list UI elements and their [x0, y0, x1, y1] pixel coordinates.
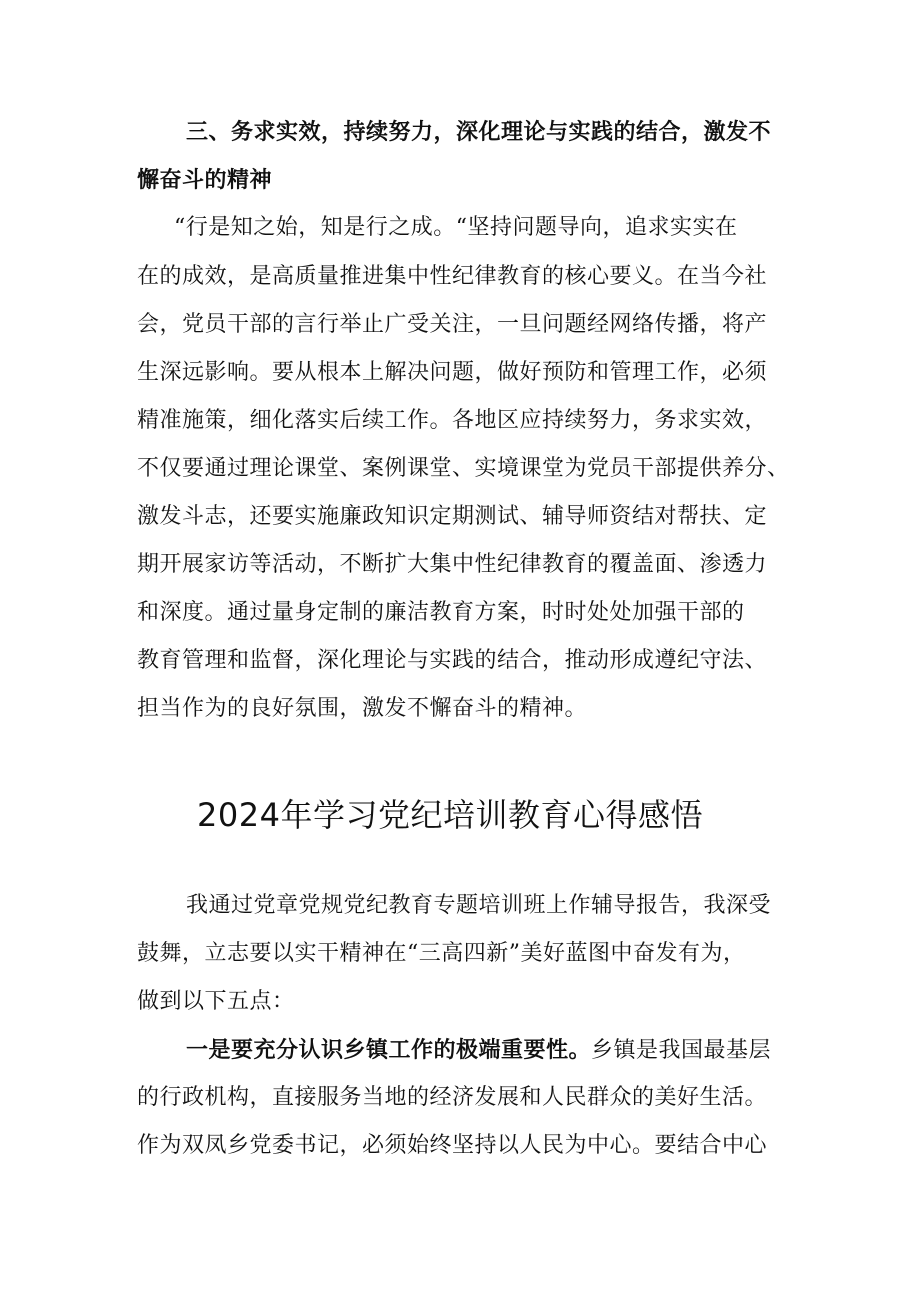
paragraph-line: 会，党员干部的言行举止广受关注，一旦问题经网络传播，将产 — [137, 312, 768, 337]
paragraph-line: 教育管理和监督，深化理论与实践的结合，推动形成遵纪守法、 — [137, 648, 768, 673]
section-heading-line-2: 懈奋斗的精神 — [137, 167, 273, 193]
paragraph-line: 激发斗志，还要实施廉政知识定期测试、辅导师资结对帮扶、定 — [137, 504, 768, 529]
intro-line: 做到以下五点： — [137, 989, 295, 1014]
paragraph-line: “行是知之始，知是行之成。“坚持问题导向，追求实实在 — [174, 215, 738, 240]
paragraph-line: 生深远影响。要从根本上解决问题，做好预防和管理工作，必须 — [137, 360, 768, 385]
paragraph-line: 在的成效，是高质量推进集中性纪律教育的核心要义。在当今社 — [137, 264, 768, 289]
point-1-line: 作为双凤乡党委书记，必须始终坚持以人民为中心。要结合中心 — [137, 1133, 768, 1158]
paragraph-line: 期开展家访等活动，不断扩大集中性纪律教育的覆盖面、渗透力 — [137, 552, 768, 577]
article-title: 2024年学习党纪培训教育心得感悟 — [197, 796, 703, 834]
point-1-line: 的行政机构，直接服务当地的经济发展和人民群众的美好生活。 — [137, 1085, 768, 1110]
point-1-text: 乡镇是我国最基层 — [591, 1038, 772, 1063]
section-heading-line-1: 三、务求实效，持续努力，深化理论与实践的结合，激发不 — [186, 119, 772, 145]
intro-line: 鼓舞，立志要以实干精神在“三高四新”美好蓝图中奋发有为， — [137, 941, 746, 966]
point-1-first-line — [186, 1035, 846, 1066]
intro-line: 我通过党章党规党纪教育专题培训班上作辅导报告，我深受 — [186, 893, 772, 918]
paragraph-line: 精准施策，细化落实后续工作。各地区应持续努力，务求实效， — [137, 408, 768, 433]
point-1-heading: 一是要充分认识乡镇工作的极端重要性。 — [186, 1037, 592, 1063]
paragraph-line: 不仅要通过理论课堂、案例课堂、实境课堂为党员干部提供养分、 — [137, 456, 790, 481]
paragraph-line: 和深度。通过量身定制的廉洁教育方案，时时处处加强干部的 — [137, 600, 745, 625]
paragraph-line: 担当作为的良好氛围，激发不懈奋斗的精神。 — [137, 696, 588, 721]
